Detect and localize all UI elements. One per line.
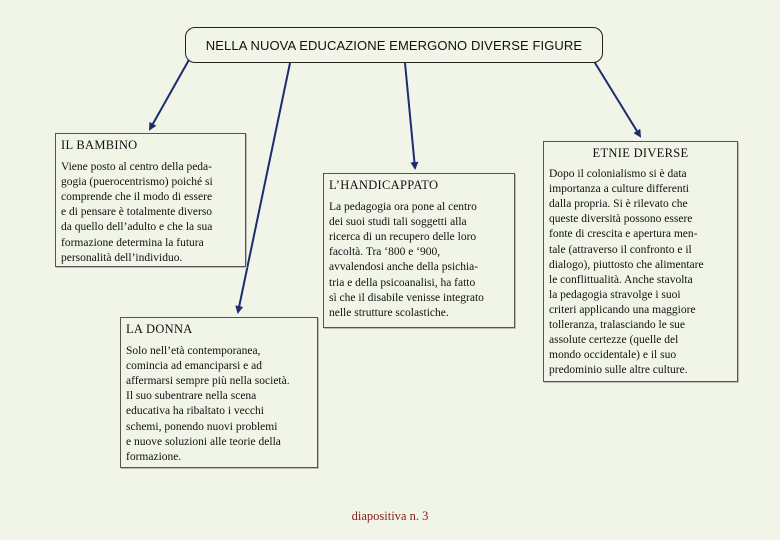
box-bambino-heading: IL BAMBINO [61, 138, 138, 152]
arrow-to-handicappato [405, 63, 415, 168]
box-handicappato-heading: L’HANDICAPPATO [329, 178, 439, 192]
box-bambino [55, 133, 246, 267]
box-handicappato-text: La pedagogia ora pone al centro dei suoi studi tali soggetti alla ricerca di un recupero delle loro facoltà. Tra ‘800 e ‘900, avvalendosi anche della psichia- tria e della psicoanalisi, ha fatto sì che il disabile venisse integrato nelle strutture scolastiche. [329, 201, 484, 319]
slide-number: diapositiva n. 3 [351, 509, 429, 523]
box-handicappato [323, 173, 515, 328]
box-etnie-heading: ETNIE DIVERSE [592, 146, 689, 160]
box-donna-text: Solo nell’età contemporanea, comincia ad emanciparsi e ad affermarsi sempre più nella società. Il suo subentrare nella scena educativa ha ribaltato i vecchi schemi, ponendo nuovi problemi e nuove soluzioni alle teorie della formazione. [126, 345, 290, 463]
diagram-title [185, 27, 603, 63]
box-donna [120, 317, 318, 468]
arrow-to-etnie [592, 58, 640, 136]
box-bambino-text: Viene posto al centro della peda- gogia (puerocentrismo) poiché si comprende che il modo di essere e di pensare è totalmente diverso da quello dell’adulto e che la sua formazione determina la futura personalità dell’individuo. [61, 161, 213, 264]
arrow-to-bambino [150, 58, 190, 129]
box-donna-heading: LA DONNA [126, 322, 193, 336]
box-etnie-text: Dopo il colonialismo si è data importanza a culture differenti dalla propria. Si è rilevato che queste diversità possono essere fonte di crescita e apertura men- tale (attraverso il confronto e il dialogo), piuttosto che alimentare le conflittualità. Anche stavolta la pedagogia stravolge i suoi criteri applicando una maggiore tolleranza, tralasciando le sue assolute certezze (quelle del mondo occidentale) e il suo predominio sulle altre culture. [549, 168, 704, 377]
diagram-title-text: NELLA NUOVA EDUCAZIONE EMERGONO DIVERSE FIGURE [205, 37, 583, 53]
box-etnie [543, 141, 738, 382]
